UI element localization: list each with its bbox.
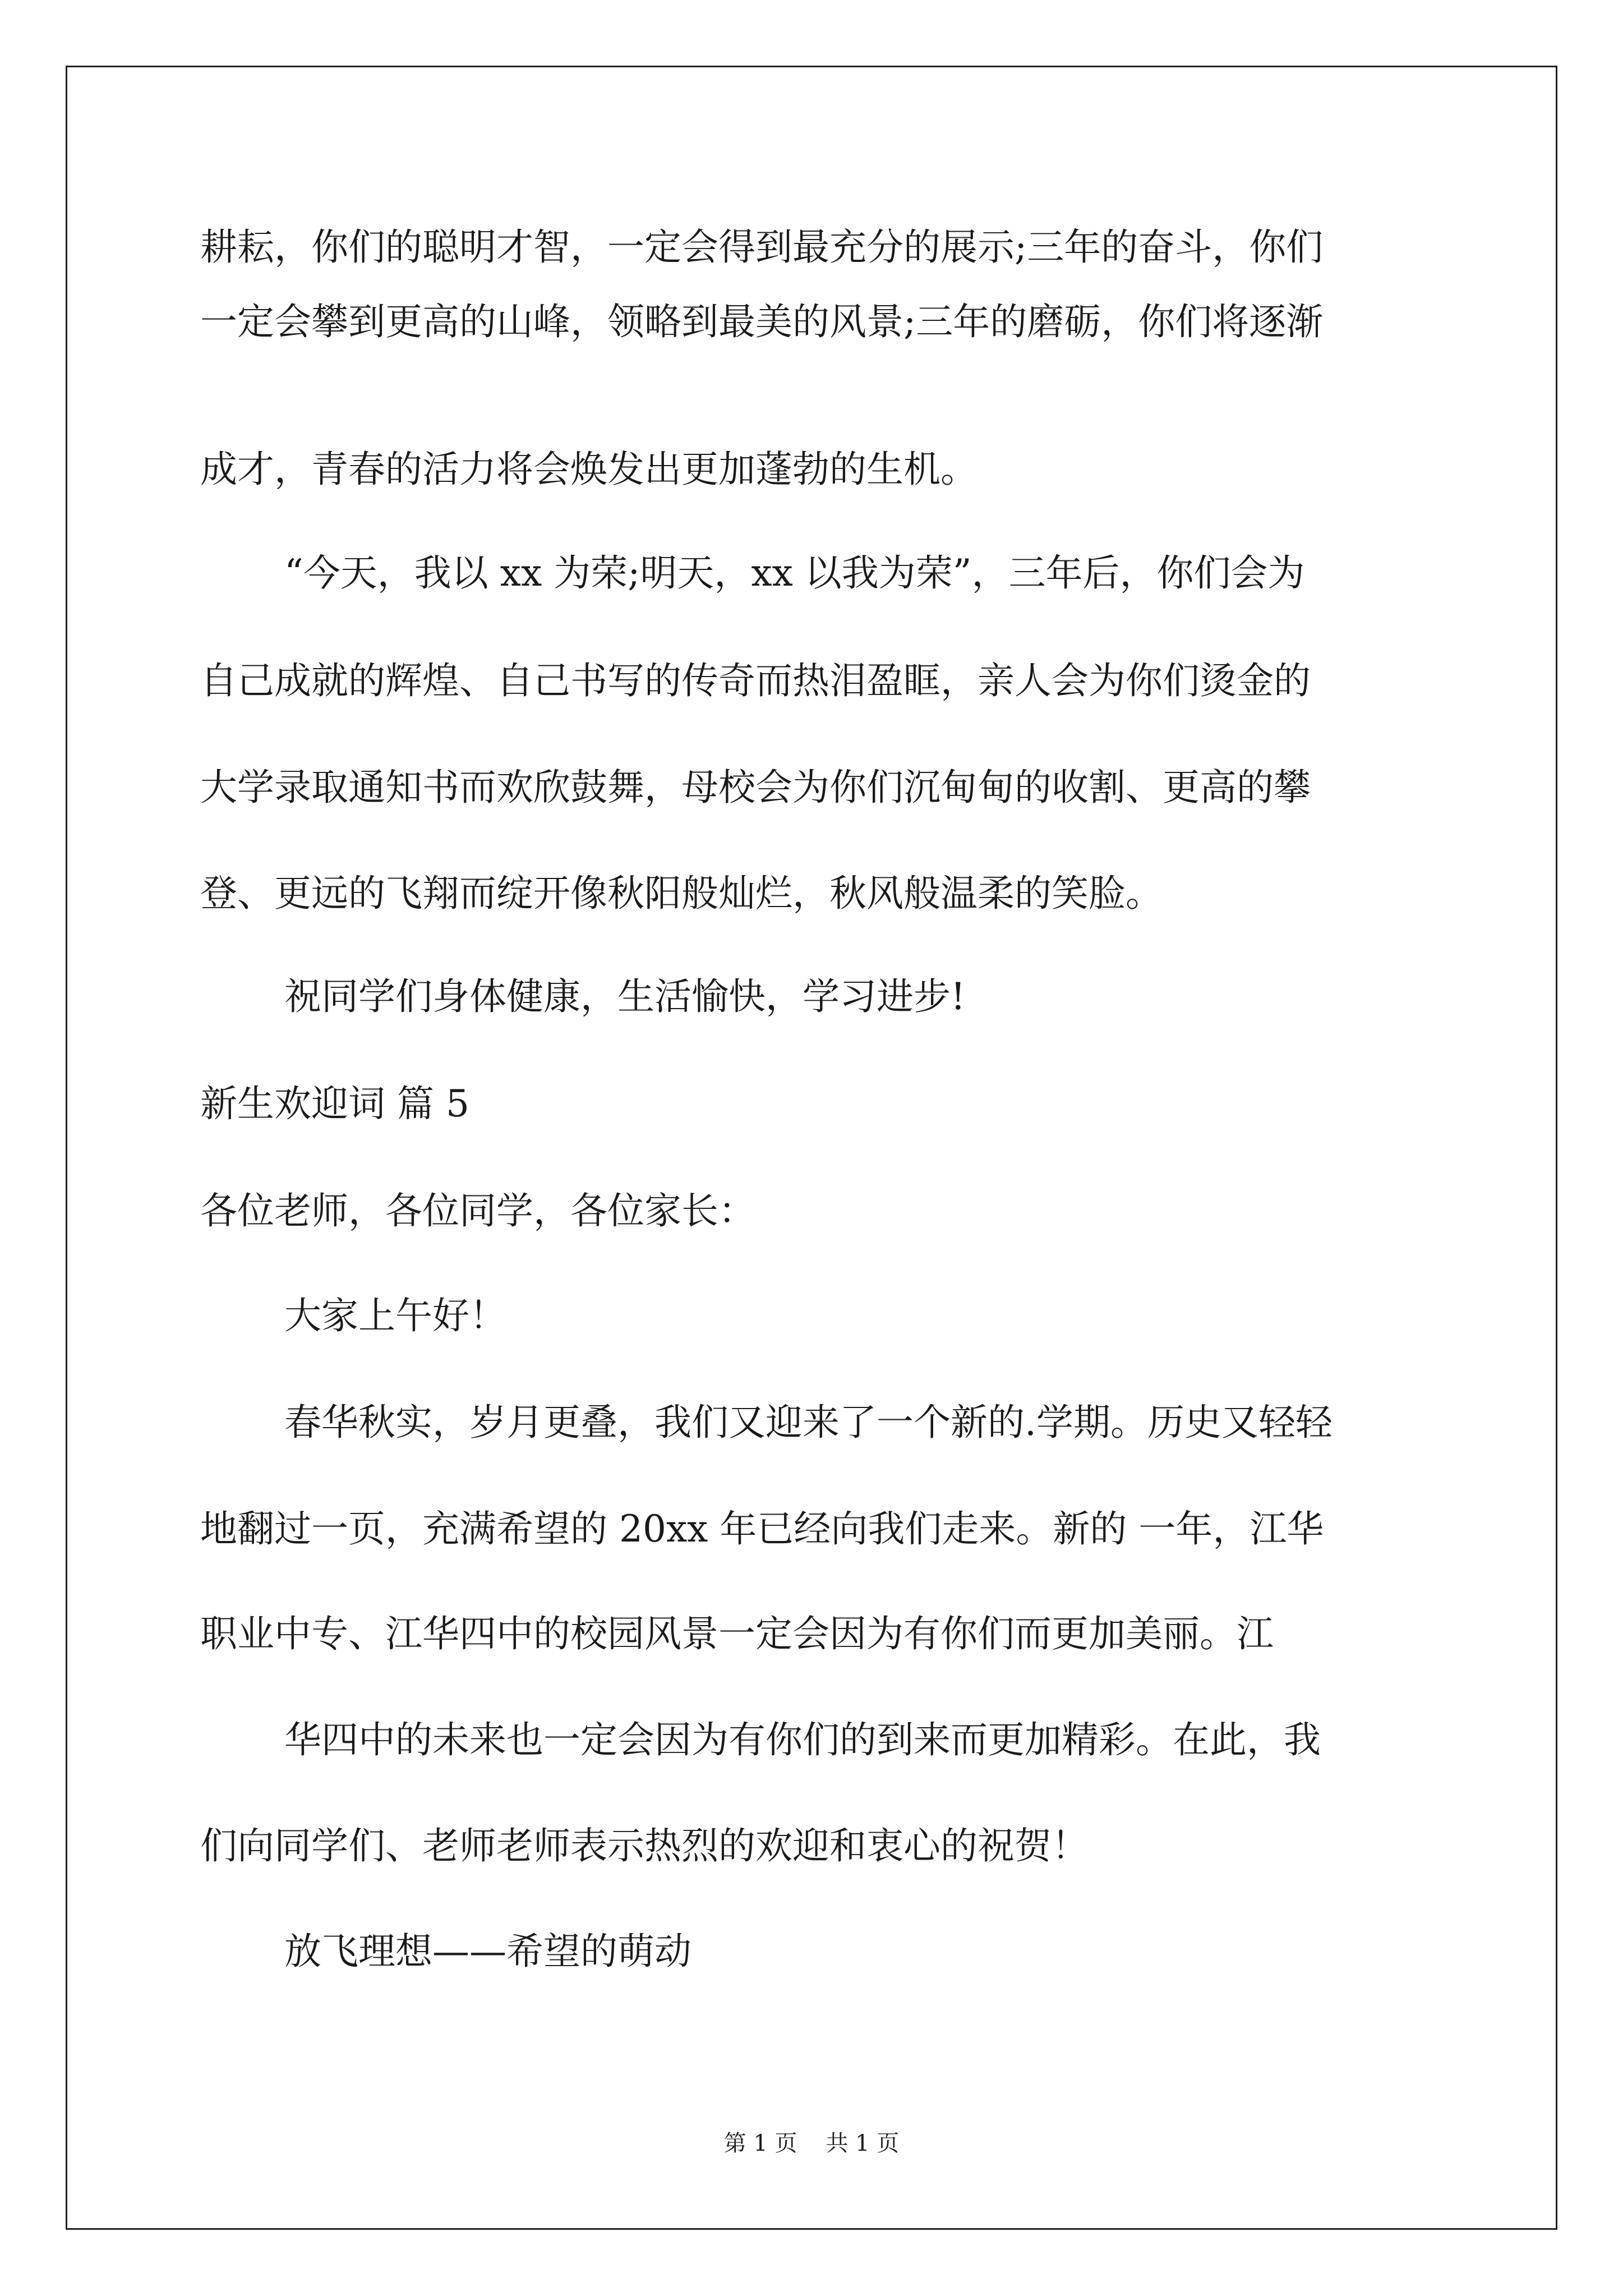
salutation: 各位老师，各位同学，各位家长：	[200, 1189, 755, 1232]
body-text-line: 成才，青春的活力将会焕发出更加蓬勃的生机。	[200, 448, 978, 491]
page-border	[66, 66, 1557, 2230]
subheading: 放飞理想——希望的萌动	[284, 1930, 691, 1973]
body-text-line: 登、更远的飞翔而绽开像秋阳般灿烂，秋风般温柔的笑脸。	[200, 872, 1163, 915]
greeting: 大家上午好！	[284, 1294, 506, 1337]
page-number-footer: 第 1 页 共 1 页	[723, 2131, 900, 2156]
body-text-line: 地翻过一页，充满希望的 20xx 年已经向我们走来。新的 一年，江华	[200, 1507, 1324, 1550]
body-text-line: 们向同学们、老师老师表示热烈的欢迎和衷心的祝贺！	[200, 1824, 1089, 1867]
paragraph-first-line: 春华秋实，岁月更叠，我们又迎来了一个新的.学期。历史又轻轻	[284, 1401, 1332, 1444]
paragraph-first-line: 祝同学们身体健康，生活愉快，学习进步!	[284, 975, 966, 1018]
body-text-line: 自己成就的辉煌、自己书写的传奇而热泪盈眶，亲人会为你们烫金的	[200, 659, 1311, 702]
body-text-line: 一定会攀到更高的山峰，领略到最美的风景;三年的磨砺，你们将逐渐	[200, 300, 1324, 343]
section-heading: 新生欢迎词 篇 5	[200, 1082, 469, 1125]
body-text-line: 耕耘，你们的聪明才智，一定会得到最充分的展示;三年的奋斗，你们	[200, 226, 1324, 269]
paragraph-first-line: “今天，我以 xx 为荣;明天，xx 以我为荣”，三年后，你们会为	[284, 551, 1305, 595]
body-text-line: 大学录取通知书而欢欣鼓舞，母校会为你们沉甸甸的收割、更高的攀	[200, 766, 1311, 809]
body-text-line: 职业中专、江华四中的校园风景一定会因为有你们而更加美丽。江	[200, 1612, 1274, 1655]
paragraph-first-line: 华四中的未来也一定会因为有你们的到来而更加精彩。在此，我	[284, 1718, 1321, 1761]
